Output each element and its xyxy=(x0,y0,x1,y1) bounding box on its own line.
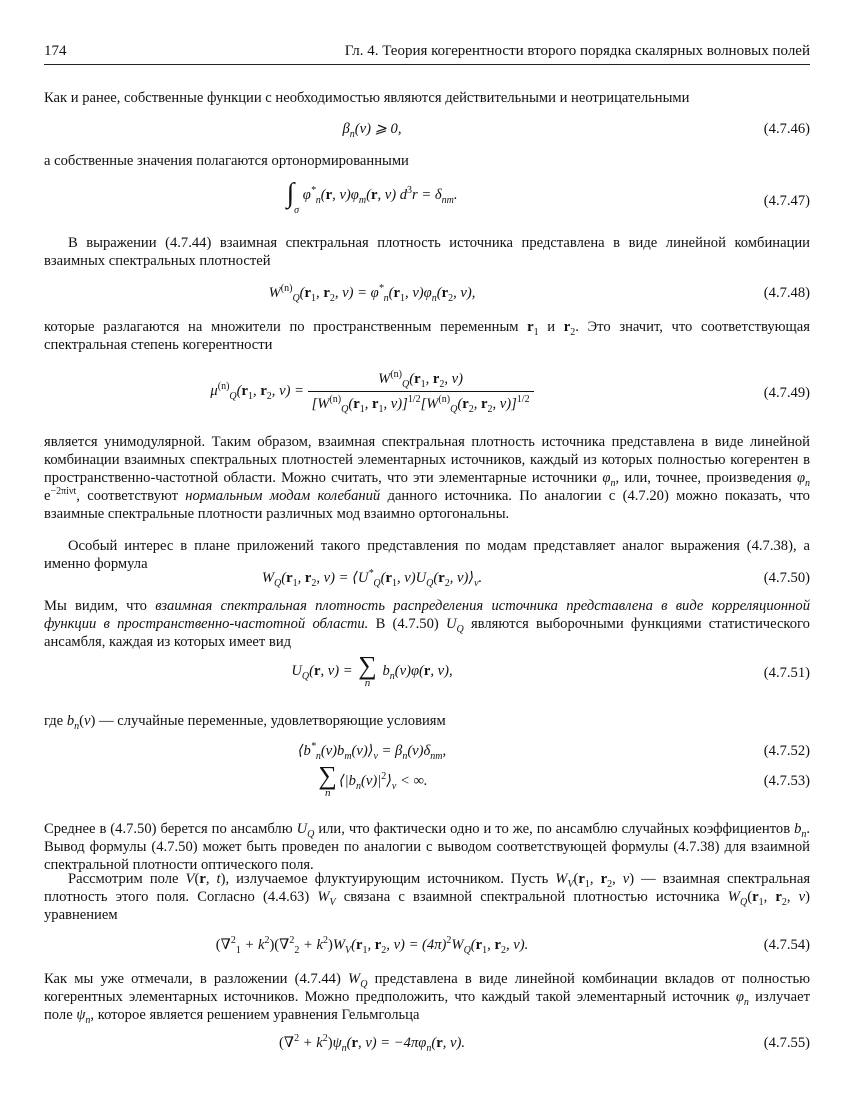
paragraph-text: излучает поле xyxy=(44,989,810,1023)
paragraph-text: Мы видим, что xyxy=(44,598,147,614)
equation-body: $W_Q(r_1$, $r_2$, $\nu) = ⟨U^*_Q(r_1$, $\nu)U_Q(r_2$, $\nu)⟩_\nu$. xyxy=(261,568,483,589)
paragraph-4: которые разлагаются на множители по пространственным переменным $r_1$ и $r_2$. Это значит, что соответствующая спектральная степень когерентности xyxy=(44,319,810,353)
paragraph-text: Рассмотрим поле xyxy=(68,871,179,887)
equation-4-7-47 xyxy=(44,177,810,220)
page-number: 174 xyxy=(44,43,67,59)
emphasized-term: нормальным модам колебаний xyxy=(185,488,381,504)
equation-number: (4.7.53) xyxy=(763,773,810,789)
equation-4-7-53 xyxy=(44,761,810,808)
paragraph-text: , или, точнее, произведения xyxy=(615,470,792,486)
paragraph-text: представлена в виде линейной комбинации вкладов от полностью когерентных элементарных источников. Можно предположить, что каждый такой элементарный источник xyxy=(44,971,810,1005)
summation: ∑ n xyxy=(318,761,337,799)
equation-4-7-54 xyxy=(44,936,810,962)
paragraph-1 xyxy=(44,89,810,107)
paragraph-text: и xyxy=(547,319,556,335)
paragraph-text: , излучаемое флуктуирующим источником. Пусть xyxy=(225,871,549,887)
equation-number: (4.7.47) xyxy=(763,193,810,209)
paragraph-text: является унимодулярной. Таким образом, взаимная спектральная плотность источника представлена в виде линейной комбинации взаимных спектральных плотностей элементарных источников, каждый из которых полностью когерентен в пространственно-частотной области. Можно считать, что эти элементарные источники xyxy=(44,434,810,486)
paragraph-text: , которое является решением уравнения Гельмгольца xyxy=(90,1007,420,1023)
paragraph-8: где $b_n(\nu)$ — случайные переменные, удовлетворяющие условиям xyxy=(44,713,446,732)
paragraph-text: уравнением xyxy=(44,907,118,923)
paragraph-text: являются выборочными функциями статистического ансамбля, каждая из которых имеет вид xyxy=(44,616,810,650)
paragraph-text: — взаимная спектральная плотность этого поля. Согласно (4.4.63) xyxy=(44,871,811,905)
paragraph-text: Особый интерес в плане приложений такого представления по модам представляет аналог выражения (4.7.38), а именно формула xyxy=(44,538,810,572)
equation-body: ∑ n $⟨|b_n(\nu)|^2⟩_\nu$ < ∞. xyxy=(318,761,428,799)
paragraph-text: В (4.7.50) xyxy=(375,616,439,632)
equation-4-7-49 xyxy=(44,370,810,418)
paragraph-11: Как мы уже отмечали, в разложении (4.7.44) $W_Q$ представлена в виде линейной комбинации вкладов от полностью когерентных элементарных источников. Можно предположить, что каждый такой элементарный источник $\varphi_n$ излучает поле $\psi_n$, которое является решением уравнения Гельмгольца xyxy=(44,971,810,1026)
paragraph-text: которые разлагаются на множители по пространственным переменным xyxy=(44,319,519,335)
equation-number: (4.7.49) xyxy=(763,385,810,401)
equation-number: (4.7.55) xyxy=(763,1035,810,1051)
paragraph-text: , соответствуют xyxy=(76,488,178,504)
paragraph-text: . Это значит, что соответствующая спектральная степень когерентности xyxy=(44,319,810,353)
equation-number: (4.7.54) xyxy=(763,937,810,953)
equation-number: (4.7.48) xyxy=(763,285,810,301)
paragraph-9: Среднее в (4.7.50) берется по ансамблю $U_Q$ или, что фактически одно и то же, по ансамблю случайных коэффициентов $b_n$. Вывод формулы (4.7.50) может быть проведен по аналогии с выводом соответствующей формулы (4.7.38) для взаимной спектральной плотности оптического поля. xyxy=(44,821,811,873)
equation-number: (4.7.46) xyxy=(763,121,810,137)
fraction: $\frac{W^{(n)}_Q(r_1, r_2, \nu)}{[W^{(n)}_Q(r_1, r_1, \nu)]^{1/2}[W^{(n)}_Q(r_2, r_2, \nu)]^{1/2}}$ xyxy=(308,370,534,413)
equation-body: $(\nabla^2 + k^2)\psi_n(r$, $\nu) = -4\pi\varphi_n(r$, ν). xyxy=(279,1033,465,1054)
paragraph-5: является унимодулярной. Таким образом, взаимная спектральная плотность источника представлена в виде линейной комбинации взаимных спектральных плотностей элементарных источников, каждый из которых полностью когерентен в пространственно-частотной области. Можно считать, что эти элементарные источники $\varphi_n$, или, точнее, произведения $\varphi_n$ $e^{-2\pi i\nu t}$, соответствуют нормальным модам колебаний данного источника. По аналогии с (4.7.20) можно показать, что взаимные спектральные плотности различных мод взаимно ортогональны. xyxy=(44,434,811,522)
paragraph-7: Мы видим, что взаимная спектральная плотность распределения источника представлена в виде корреляционной функции в пространственно-частотной области. В (4.7.50) $U_Q$ являются выборочными функциями статистического ансамбля, каждая из которых имеет вид xyxy=(44,598,811,650)
equation-body: $(\nabla^2_1 + k^2)(\nabla^2_2 + k^2)W_V(r_1$, $r_2$, $\nu) = (4\pi)^2W_Q(r_1$, $r_2$, ν). xyxy=(215,935,529,956)
paragraph-text: данного источника. По аналогии с (4.7.20) можно показать, что взаимные спектральные плотности различных мод взаимно ортогональны. xyxy=(44,488,810,522)
paragraph-text: связана с взаимной спектральной плотностью источника xyxy=(343,889,720,905)
equation-number: (4.7.52) xyxy=(763,743,810,759)
paragraph-2 xyxy=(44,152,810,170)
equation-number: (4.7.51) xyxy=(763,665,810,681)
emphasized-statement: взаимная спектральная плотность распределения источника представлена в виде корреляционной функции в пространственно-частотной области. xyxy=(44,598,811,632)
equation-4-7-48 xyxy=(44,284,810,310)
paragraph-10: Рассмотрим поле V(r, t), излучаемое флуктуирующим источником. Пусть $W_V(r_1$, $r_2$, ν) — взаимная спектральная плотность этого поля. Согласно (4.4.63) $W_V$ связана с взаимной спектральной плотностью источника $W_Q(r_1$, $r_2$, ν) уравнением xyxy=(44,871,811,923)
equation-body: $\int_\sigma$ $\varphi^*_n(r$, $\nu)\varphi_m(r$, ν) $d^3r = \delta_{nm}$. xyxy=(286,177,458,216)
paragraph-text: Как и ранее, собственные функции с необходимостью являются действительными и неотрицательными xyxy=(44,90,690,106)
equation-4-7-46 xyxy=(44,120,810,146)
equation-body: $W^{(n)}_Q(r_1$, $r_2$, $\nu) = \varphi^*_n(r_1$, $\nu)\varphi_n(r_2$, ν), xyxy=(268,283,476,304)
summation: ∑ n xyxy=(358,651,377,689)
equation-body: $⟨b^*_n(\nu)b_m(\nu)⟩_\nu = \beta_n(\nu)\delta_{nm}$, xyxy=(297,741,447,762)
equation-4-7-55 xyxy=(44,1034,810,1060)
paragraph-text: или, что фактически одно и то же, по ансамблю случайных коэффициентов xyxy=(318,821,791,837)
paragraph-text: а собственные значения полагаются ортонормированными xyxy=(44,153,409,169)
paragraph-text: . Вывод формулы (4.7.50) может быть проведен по аналогии с выводом соответствующей формулы (4.7.38) для взаимной спектральной плотности оптического поля. xyxy=(44,821,811,873)
equation-body: $U_Q(r$, ν) = ∑ n $b_n(\nu)\varphi(r$, ν), xyxy=(291,651,453,689)
paragraph-text: Среднее в (4.7.50) берется по ансамблю xyxy=(44,821,293,837)
equation-4-7-51 xyxy=(44,651,810,698)
paragraph-text: где xyxy=(44,713,64,729)
chapter-title: Гл. 4. Теория когерентности второго порядка скалярных волновых полей xyxy=(344,43,810,59)
equation-body: $\beta_n(\nu)$ ⩾ 0, xyxy=(342,121,402,140)
running-head xyxy=(44,42,810,65)
equation-number: (4.7.50) xyxy=(763,570,810,586)
equation-body: $\mu^{(n)}_Q(r_1$, $r_2$, ν) = $\frac{W^{(n)}_Q(r_1, r_2, \nu)}{[W^{(n)}_Q(r_1, r_1, \nu)]^{1/2}[W^{(n)}_Q(r_2, r_2, \nu)]^{1/2}}$ xyxy=(44,370,700,413)
paragraph-text: — случайные переменные, удовлетворяющие условиям xyxy=(99,713,446,729)
paragraph-3 xyxy=(44,234,810,270)
paragraph-6 xyxy=(44,537,810,573)
equation-4-7-50 xyxy=(44,569,810,595)
paragraph-text: Как мы уже отмечали, в разложении (4.7.44) xyxy=(44,971,341,987)
paragraph-text: В выражении (4.7.44) взаимная спектральная плотность источника представлена в виде линейной комбинации взаимных спектральных плотностей xyxy=(44,235,810,269)
